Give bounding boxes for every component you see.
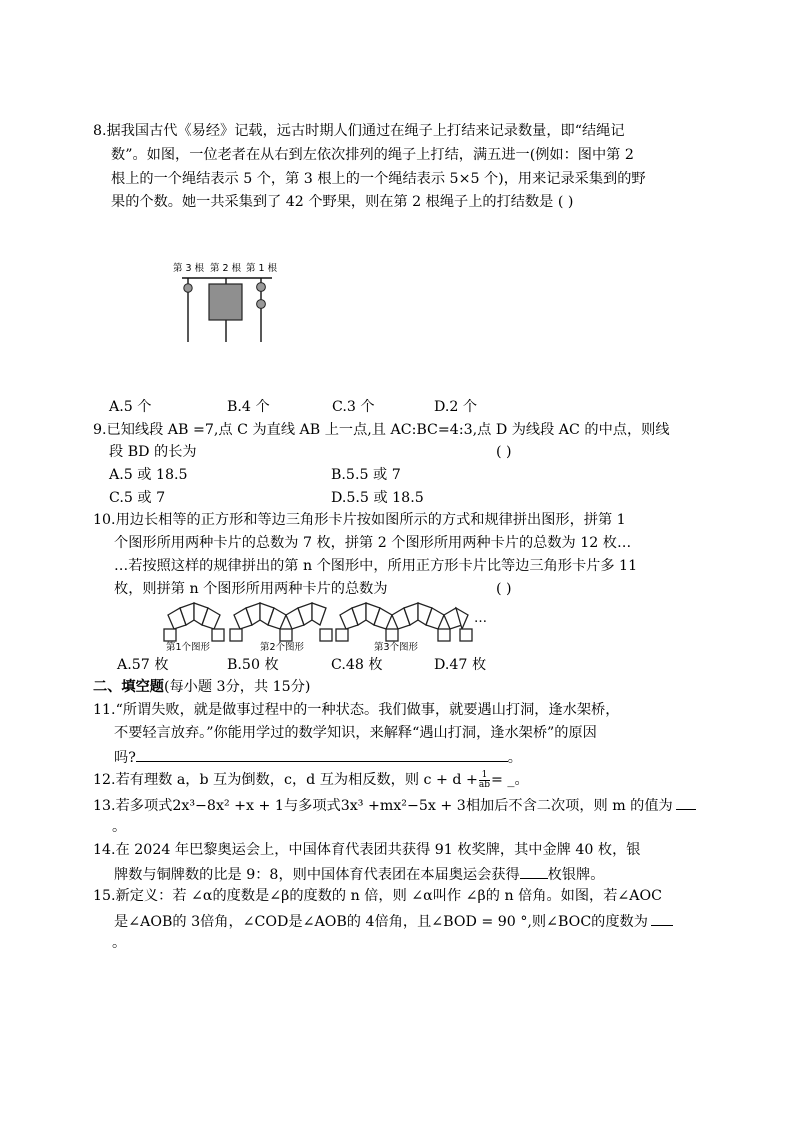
q10-option-b: B.50 枚 (227, 657, 279, 673)
q15-end: 。 (112, 935, 127, 951)
q8-line-3: 根上的一个绳结表示 5 个，第 3 根上的一个绳结表示 5×5 个)，用来记录采集到的野 (111, 171, 646, 187)
q11-line-3 (114, 746, 522, 768)
pattern-ellipsis: … (474, 611, 487, 626)
rope-label-3: 第 3 根 (173, 263, 205, 274)
pattern-label-1: 第1个图形 (166, 642, 211, 653)
section-2-note: (每小题 3分，共 15分) (163, 679, 311, 695)
q9-option-a: A.5 或 18.5 (109, 467, 188, 483)
rope-label-1: 第 1 根 (246, 263, 278, 274)
q14-answer-blank[interactable] (520, 863, 548, 879)
q8-line-1: 8.据我国古代《易经》记载，远古时期人们通过在绳子上打结来记录数量，即“结绳记 (93, 123, 625, 139)
q8-line-2: 数”。如图，一位老者在从右到左依次排列的绳子上打结，满五进一(例如：图中第 2 (111, 147, 634, 163)
card-pattern-figure (160, 598, 490, 653)
section-2-title: 二、填空题 (93, 679, 164, 695)
q10-option-d: D.47 枚 (434, 657, 487, 673)
q8-option-d: D.2 个 (434, 399, 478, 415)
q15-line-1: 15.新定义：若 ∠α的度数是∠β的度数的 n 倍，则 ∠α叫作 ∠β的 n 倍角。如图，若∠AOC (93, 888, 663, 904)
q10-line-3: …若按照这样的规律拼出的第 n 个图形中，所用正方形卡片比等边三角形卡片多 11 (114, 558, 638, 574)
q11-line-1: 11.“所谓失败，就是做事过程中的一种状态。我们做事，就要遇山打洞，逢水架桥， (93, 702, 620, 718)
pattern-label-2: 第2个图形 (260, 642, 305, 653)
q14-tail: 枚银牌。 (547, 867, 605, 883)
q12-tail: = _。 (491, 772, 529, 788)
pattern-label-3: 第3个图形 (374, 642, 419, 653)
q8-option-c: C.3 个 (332, 399, 375, 415)
section-2-heading (93, 677, 310, 697)
q12-text: 12.若有理数 a，b 互为倒数，c，d 互为相反数，则 c + d + (93, 772, 478, 788)
q14-line-1: 14.在 2024 年巴黎奥运会上，中国体育代表团共获得 91 枚奖牌，其中金牌 40 枚，银 (93, 842, 641, 858)
q13-line-1 (93, 794, 696, 816)
q10-option-c: C.48 枚 (331, 657, 383, 673)
q13-text: 13.若多项式2x³−8x² +x + 1与多项式3x³ +mx²−5x + 3相加后不含二次项，则 m 的值为 (93, 798, 673, 814)
q15-answer-blank[interactable] (651, 910, 673, 926)
q11-answer-blank[interactable] (136, 746, 508, 762)
q10-line-2: 个图形所用两种卡片的总数为 7 枚，拼第 2 个图形所用两种卡片的总数为 12 枚… (114, 535, 632, 551)
q11-end: 。 (507, 750, 522, 766)
q8-option-a: A.5 个 (109, 399, 152, 415)
q10-answer-bracket: ( ) (496, 581, 512, 597)
q11-line-3-text: 吗? (114, 750, 136, 766)
knot-rope-figure (170, 256, 282, 346)
q9-answer-bracket: ( ) (496, 444, 512, 460)
q9-option-d: D.5.5 或 18.5 (331, 490, 424, 506)
q13-answer-blank[interactable] (676, 794, 696, 810)
q15-text: 是∠AOB的 3倍角，∠COD是∠AOB的 4倍角，且∠BOD = 90 °,则∠BOC的度数为 (114, 914, 648, 930)
q9-option-b: B.5.5 或 7 (331, 467, 401, 483)
question-12 (93, 770, 529, 790)
q12-fraction-numerator: 1 (481, 769, 488, 780)
q14-text: 牌数与铜牌数的比是 9：8，则中国体育代表团在本届奥运会获得 (114, 867, 520, 883)
q9-option-c: C.5 或 7 (109, 490, 166, 506)
q9-line-2: 段 BD 的长为 (109, 444, 197, 460)
q12-fraction-denominator: ab (478, 779, 491, 790)
q10-option-a: A.57 枚 (117, 657, 169, 673)
q8-line-4: 果的个数。她一共采集到了 42 个野果，则在第 2 根绳子上的打结数是 ( ) (111, 194, 574, 210)
q8-option-b: B.4 个 (227, 399, 270, 415)
q9-line-1: 9.已知线段 AB =7,点 C 为直线 AB 上一点,且 AC:BC=4:3,点 D 为线段 AC 的中点，则线 (93, 422, 670, 438)
q11-line-2: 不要轻言放弃。”你能用学过的数学知识，来解释“遇山打洞，逢水架桥”的原因 (114, 725, 597, 741)
q10-line-4: 枚，则拼第 n 个图形所用两种卡片的总数为 (114, 581, 388, 597)
q10-line-1: 10.用边长相等的正方形和等边三角形卡片按如图所示的方式和规律拼出图形，拼第 1 (93, 512, 626, 528)
q12-fraction (479, 771, 490, 790)
q15-line-2 (114, 910, 673, 932)
q13-line-2: 。 (112, 819, 127, 835)
rope-label-2: 第 2 根 (210, 263, 242, 274)
q14-line-2 (114, 863, 604, 885)
